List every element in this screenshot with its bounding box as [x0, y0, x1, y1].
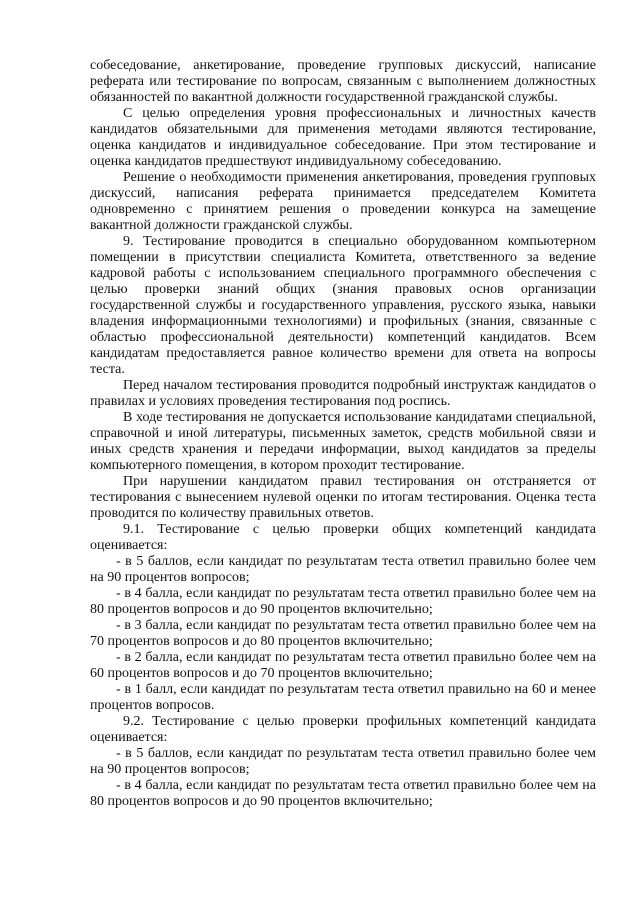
paragraph-interview-methods: собеседование, анкетирование, проведение групповых дискуссий, написание реферата или тестирование по вопросам, связанным с выполнением должностных обязанностей по вакантной должности государственной гражданской службы.	[90, 58, 596, 105]
paragraph-restrictions: В ходе тестирования не допускается использование кандидатами специальной, справочной и иной литературы, письменных заметок, средств мобильной связи и иных средств хранения и передачи информации, выход кандидатов за пределы компьютерного помещения, в котором проходит тестирование.	[90, 410, 596, 473]
paragraph-9-testing: 9. Тестирование проводится в специально оборудованном компьютерном помещении в присутствии специалиста Комитета, ответственного за ведение кадровой работы с использованием специального программного обеспечения с целью проверки знаний общих (знания правовых основ организации государственной службы и государственного управления, русского языка, навыки владения информационными технологиями) и профильных (знания, связанные с областью профессиональной деятельности) компетенций кандидатов. Всем кандидатам предоставляется равное количество времени для ответа на вопросы теста.	[90, 234, 596, 377]
list-item-9-1-4-points: - в 4 балла, если кандидат по результатам теста ответил правильно более чем на 80 процентов вопросов и до 90 процентов включительно;	[90, 586, 596, 617]
list-item-9-1-1-point: - в 1 балл, если кандидат по результатам теста ответил правильно на 60 и менее процентов вопросов.	[90, 682, 596, 713]
paragraph-mandatory-methods: С целью определения уровня профессиональных и личностных качеств кандидатов обязательными для применения методами являются тестирование, оценка кандидатов и индивидуальное собеседование. При этом тестирование и оценка кандидатов предшествуют индивидуальному собеседованию.	[90, 106, 596, 169]
paragraph-9-2-heading: 9.2. Тестирование с целью проверки профильных компетенций кандидата оценивается:	[90, 714, 596, 745]
list-item-9-1-2-points: - в 2 балла, если кандидат по результатам теста ответил правильно более чем на 60 процентов вопросов и до 70 процентов включительно;	[90, 650, 596, 681]
list-item-9-2-5-points: - в 5 баллов, если кандидат по результатам теста ответил правильно более чем на 90 процентов вопросов;	[90, 746, 596, 777]
paragraph-9-1-heading: 9.1. Тестирование с целью проверки общих компетенций кандидата оценивается:	[90, 522, 596, 553]
paragraph-instruction: Перед началом тестирования проводится подробный инструктаж кандидатов о правилах и условиях проведения тестирования под роспись.	[90, 378, 596, 409]
paragraph-decision: Решение о необходимости применения анкетирования, проведения групповых дискуссий, написания реферата принимается председателем Комитета одновременно с принятием решения о проведении конкурса на замещение вакантной должности гражданской службы.	[90, 170, 596, 233]
list-item-9-1-3-points: - в 3 балла, если кандидат по результатам теста ответил правильно более чем на 70 процентов вопросов и до 80 процентов включительно;	[90, 618, 596, 649]
paragraph-violation: При нарушении кандидатом правил тестирования он отстраняется от тестирования с вынесением нулевой оценки по итогам тестирования. Оценка теста проводится по количеству правильных ответов.	[90, 474, 596, 521]
list-item-9-2-4-points: - в 4 балла, если кандидат по результатам теста ответил правильно более чем на 80 процентов вопросов и до 90 процентов включительно;	[90, 778, 596, 809]
document-page	[90, 58, 596, 810]
list-item-9-1-5-points: - в 5 баллов, если кандидат по результатам теста ответил правильно более чем на 90 процентов вопросов;	[90, 554, 596, 585]
